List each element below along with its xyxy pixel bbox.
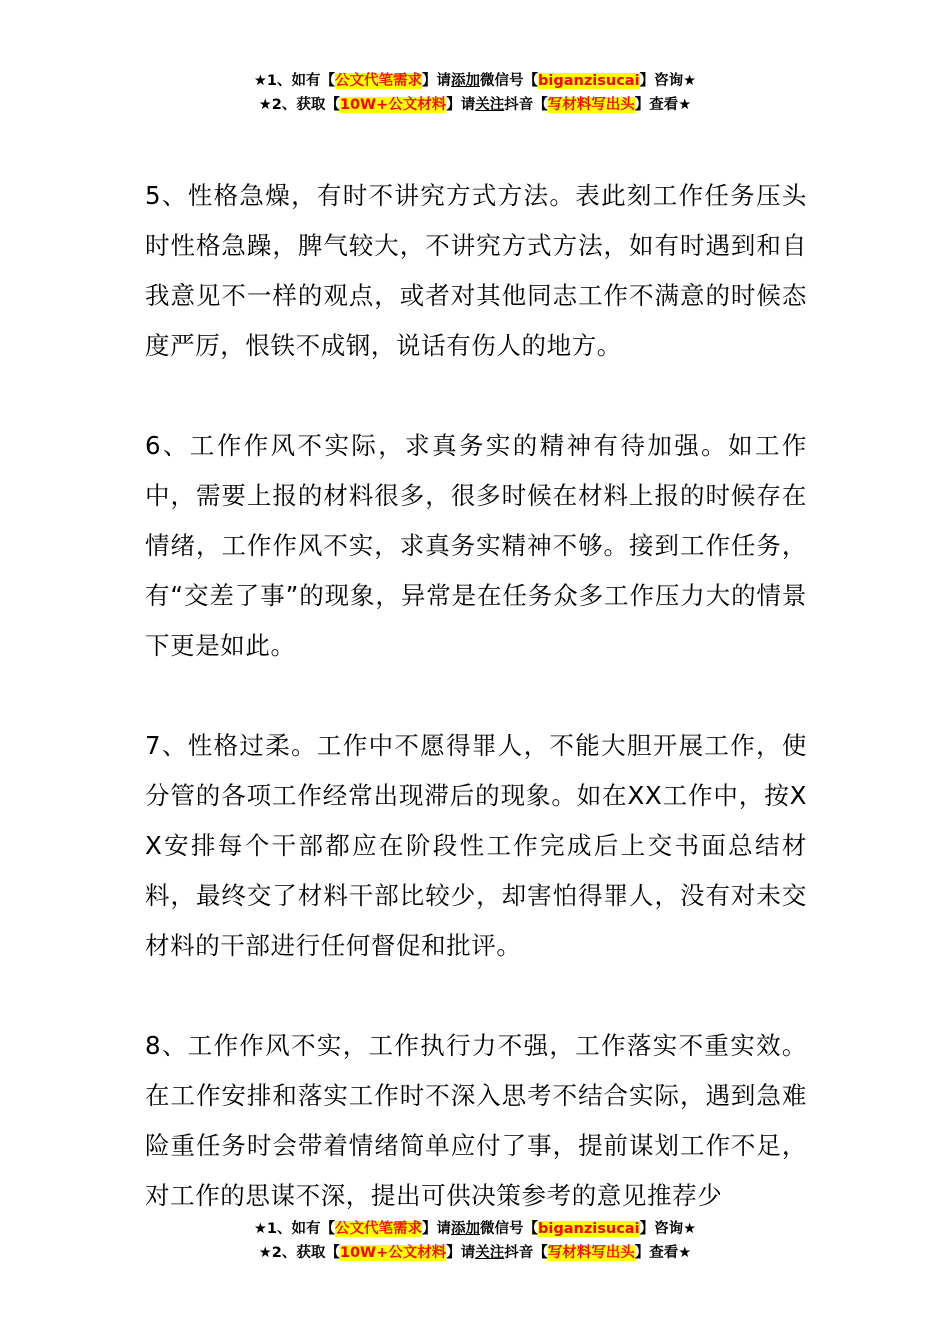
banner-line-1: [0, 1217, 950, 1241]
banner-text: ★1、如有【: [253, 1221, 336, 1237]
banner-highlight: 10W+公文材料: [339, 97, 447, 113]
banner-highlight: 10W+公文材料: [339, 1245, 447, 1261]
footer-banner: [0, 1217, 950, 1265]
banner-line-2: [0, 93, 950, 117]
banner-text: 】咨询★: [639, 1221, 697, 1237]
banner-text: ★2、获取【: [258, 97, 340, 113]
banner-text: 微信号【: [480, 1221, 539, 1237]
banner-line-2: [0, 1241, 950, 1265]
banner-line-1: [0, 69, 950, 93]
banner-highlight: 公文代笔需求: [335, 1221, 423, 1237]
document-body: [145, 171, 807, 1271]
banner-highlight: biganzisucai: [538, 73, 640, 89]
banner-text: ★2、获取【: [258, 1245, 340, 1261]
banner-text: 】请: [446, 1245, 476, 1261]
banner-underlined-text: 关注: [475, 97, 505, 113]
banner-text: 微信号【: [480, 73, 539, 89]
banner-text: 抖音【: [504, 97, 548, 113]
banner-underlined-text: 添加: [451, 1221, 481, 1237]
banner-highlight: 公文代笔需求: [335, 73, 423, 89]
banner-underlined-text: 关注: [475, 1245, 505, 1261]
paragraph-item-8: 8、工作作风不实，工作执行力不强，工作落实不重实效。在工作安排和落实工作时不深入思考不结合实际，遇到急难险重任务时会带着情绪简单应付了事，提前谋划工作不足，对工作的思谋不深，提出可供决策参考的意见推荐少: [145, 1031, 807, 1210]
paragraph-item-6: 6、工作作风不实际，求真务实的精神有待加强。如工作中，需要上报的材料很多，很多时候在材料上报的时候存在情绪，工作作风不实，求真务实精神不够。接到工作任务，有“交差了事”的现象，异常是在任务众多工作压力大的情景下更是如此。: [145, 431, 807, 660]
header-banner: [0, 69, 950, 117]
banner-highlight: 写材料写出头: [547, 1245, 635, 1261]
banner-text: ★1、如有【: [253, 73, 336, 89]
banner-underlined-text: 添加: [451, 73, 481, 89]
banner-text: 抖音【: [504, 1245, 548, 1261]
paragraph-item-5: 5、性格急燥，有时不讲究方式方法。表此刻工作任务压头时性格急躁，脾气较大，不讲究方式方法，如有时遇到和自我意见不一样的观点，或者对其他同志工作不满意的时候态度严厉，恨铁不成钢，说话有伤人的地方。: [145, 181, 807, 360]
banner-text: 】请: [446, 97, 476, 113]
banner-text: 】咨询★: [639, 73, 697, 89]
banner-text: 】查看★: [634, 97, 692, 113]
banner-text: 】请: [422, 1221, 452, 1237]
banner-text: 】查看★: [634, 1245, 692, 1261]
banner-highlight: 写材料写出头: [547, 97, 635, 113]
paragraph-item-7: 7、性格过柔。工作中不愿得罪人，不能大胆开展工作，使分管的各项工作经常出现滞后的现象。如在XX工作中，按XX安排每个干部都应在阶段性工作完成后上交书面总结材料，最终交了材料干部比较少，却害怕得罪人，没有对未交材料的干部进行任何督促和批评。: [145, 731, 807, 960]
banner-highlight: biganzisucai: [538, 1221, 640, 1237]
banner-text: 】请: [422, 73, 452, 89]
